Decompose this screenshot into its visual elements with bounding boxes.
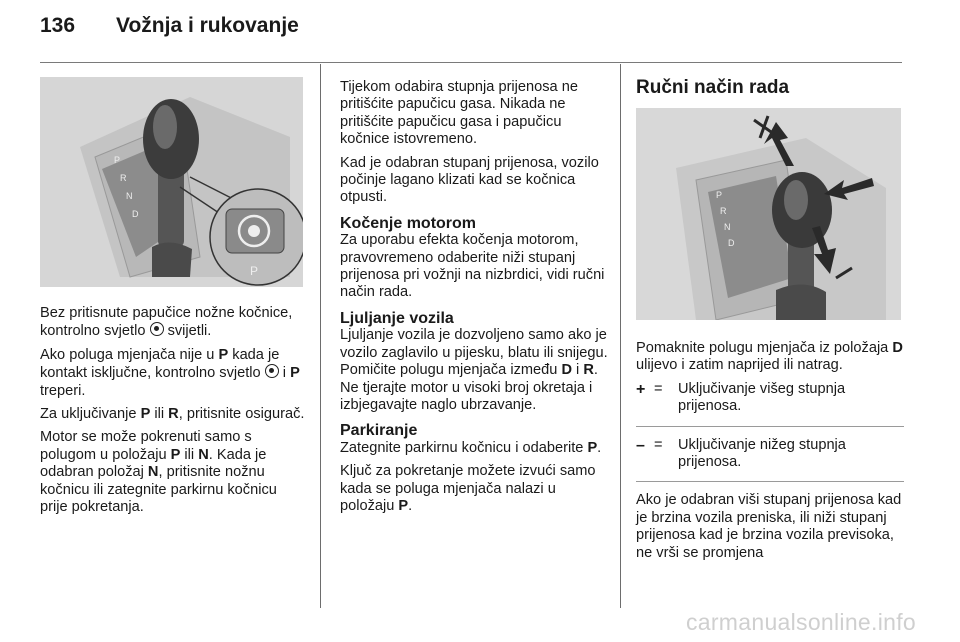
plus-symbol: +: [636, 380, 646, 398]
gear-p: P: [170, 446, 181, 463]
definition-separator: [636, 481, 904, 482]
gear-label-d: D: [132, 209, 139, 219]
heading-manual-mode: Ručni način rada: [636, 77, 790, 98]
gear-label-p: P: [716, 190, 723, 200]
definition-row: [636, 437, 904, 472]
gear-label-p: P: [114, 155, 121, 165]
manual-mode-figure: [636, 108, 901, 320]
paragraph: [40, 347, 308, 400]
gear-lever-illustration: [40, 77, 303, 287]
equals-sign: =: [654, 380, 663, 397]
definition-text: Uključivanje višeg stupnja prijenosa.: [678, 380, 846, 415]
paragraph: [340, 463, 608, 515]
page-header: [40, 14, 299, 38]
gear-p: P: [218, 346, 229, 363]
page-number: 136: [40, 14, 76, 37]
column-left: [40, 305, 308, 522]
paragraph: [40, 429, 308, 516]
watermark-text: carmanualsonline.info: [685, 609, 916, 635]
text-run: Ako poluga mjenjača nije u: [40, 346, 219, 363]
paragraph: [636, 340, 904, 375]
text-run: Pomaknite polugu mjenjača iz položaja: [636, 340, 893, 356]
text-run: Ključ za pokretanje možete izvući samo kada se poluga mjenjača nalazi u položaju: [340, 463, 596, 514]
text-run: , pritisnite nožnu kočnicu ili zategnite parkirnu kočnicu prije pokretanja.: [40, 464, 277, 516]
paragraph: Kad je odabran stupanj prijenosa, vozilo počinje lagano klizati kad se kočnica otpusti.: [340, 154, 599, 206]
definition-text: Uključivanje nižeg stupnja prijenosa.: [678, 436, 846, 471]
gear-label-n: N: [724, 222, 731, 232]
gear-d: D: [892, 340, 903, 356]
heading-rocking: Ljuljanje vozila: [340, 309, 454, 327]
definition-list: [636, 381, 904, 483]
text-run: . Kada je odabran položaj: [40, 446, 267, 481]
text-run: ulijevo i zatim naprijed ili natrag.: [636, 357, 843, 374]
gear-label-r: R: [720, 206, 727, 216]
text-run: kada je kontakt isključne, kontrolno svjetlo: [40, 346, 280, 382]
gear-p: P: [140, 406, 151, 423]
heading-parking: Parkiranje: [340, 422, 418, 440]
gear-label-d: D: [728, 238, 735, 248]
gear-p: P: [398, 497, 409, 514]
paragraph: Ako je odabran viši stupanj prijenosa kad je brzina vozila preniska, ili niži stupanj prijenosa kad je brzina vozila previsoka, ne vrši se promjena: [636, 492, 902, 561]
brake-warning-icon: [265, 364, 279, 378]
text-run: Bez pritisnute papučice nožne kočnice, kontrolno svjetlo: [40, 305, 293, 340]
gear-p: P: [290, 365, 300, 382]
inset-p-label: P: [250, 264, 259, 278]
text-run: .: [597, 439, 602, 456]
gear-r: R: [583, 362, 594, 379]
gear-p: P: [587, 439, 598, 456]
column-divider: [620, 64, 621, 608]
text-run: treperi.: [40, 382, 86, 399]
heading-engine-braking: Kočenje motorom: [340, 214, 477, 232]
header-rule: [40, 62, 902, 63]
gear-lever-figure: [40, 77, 303, 287]
definition-row: [636, 381, 904, 416]
gear-label-n: N: [126, 191, 133, 201]
definition-separator: [636, 426, 904, 427]
text-run: Motor se može pokrenuti samo s polugom u položaju: [40, 429, 252, 463]
text-run: ili: [180, 446, 199, 463]
minus-symbol: –: [636, 436, 645, 454]
paragraph: [40, 305, 308, 341]
gear-r: R: [168, 406, 179, 423]
text-run: ili: [150, 406, 169, 423]
column-divider: [320, 64, 321, 608]
text-run: Zategnite parkirnu kočnicu i odaberite: [340, 439, 588, 456]
column-right: [636, 340, 904, 568]
paragraph: Tijekom odabira stupnja prijenosa ne pritišćite papučicu gasa. Nikada ne pritišćite papučicu gasa i papučicu kočnice istovremeno.: [340, 79, 578, 148]
brake-warning-icon: [150, 322, 164, 336]
text-run: Za uključivanje: [40, 406, 141, 423]
gear-n: N: [198, 446, 209, 463]
column-middle: [340, 79, 608, 521]
paragraph: Za uporabu efekta kočenja motorom, pravovremeno odaberite niži stupanj prijenosa pri vožnji na nizbrdici, vidi ručni način rada.: [340, 232, 605, 301]
paragraph: [40, 406, 308, 423]
text-run: .: [408, 497, 413, 514]
text-run: Ljuljanje vozila je dozvoljeno samo ako je vozilo zaglavilo u pijesku, blatu ili snijegu. Pomičite polugu mjenjača između: [340, 327, 608, 379]
manual-mode-illustration: [636, 108, 901, 320]
text-run: . Ne tjerajte motor u visoki broj okretaja i izbjegavajte naglo ubrzavanje.: [340, 362, 598, 413]
equals-sign: =: [654, 436, 663, 453]
text-run: i: [278, 365, 291, 382]
text-run: svijetli.: [163, 323, 212, 340]
paragraph: [340, 440, 608, 457]
page-title: Vožnja i rukovanje: [116, 14, 299, 37]
gear-n: N: [147, 464, 159, 481]
text-run: i: [572, 362, 584, 379]
paragraph: [340, 327, 608, 414]
gear-label-r: R: [120, 173, 127, 183]
gear-d: D: [561, 362, 572, 379]
text-run: , pritisnite osigurač.: [178, 406, 305, 423]
